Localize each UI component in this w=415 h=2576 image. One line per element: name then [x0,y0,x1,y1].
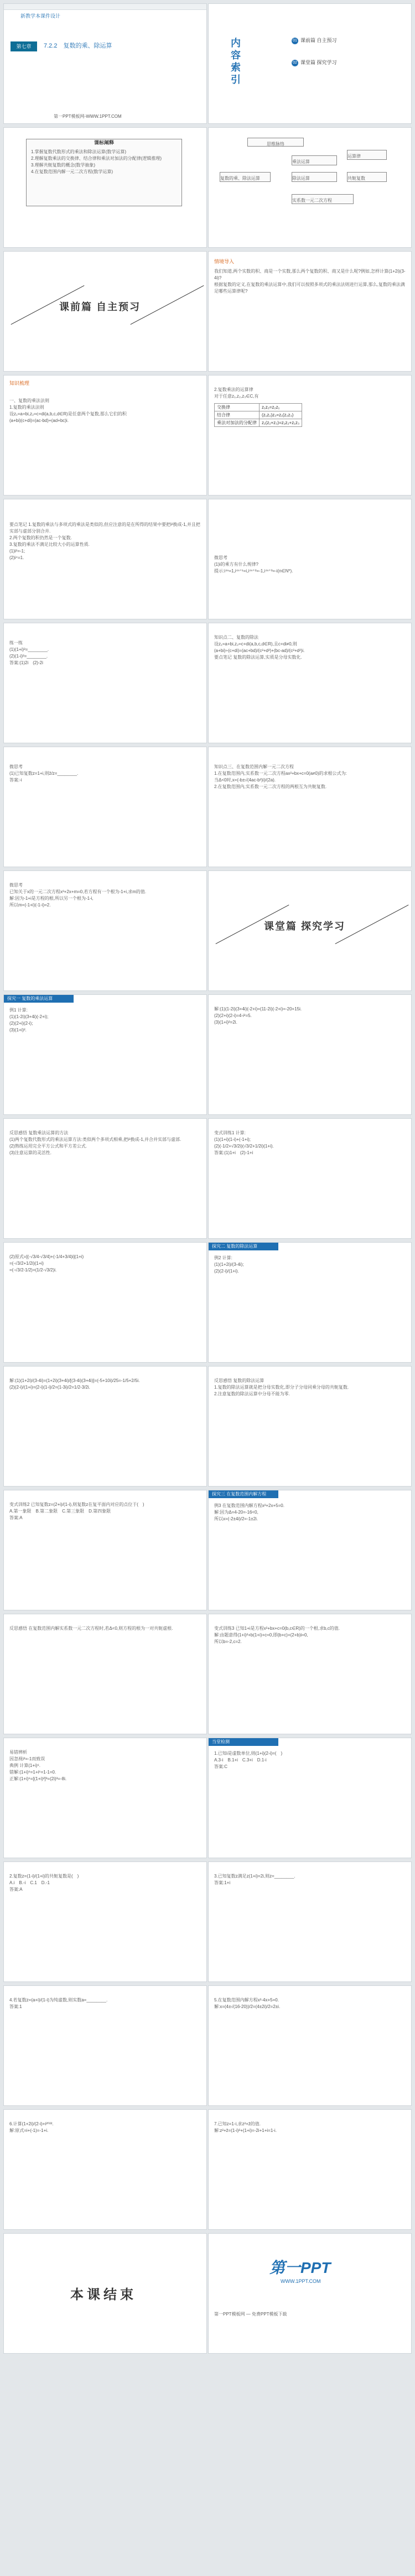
contents-item-1[interactable]: 01 课前篇 自主预习 [292,37,337,44]
explore-tab-2: 探究二 复数的除法运算 [209,1243,278,1250]
contents-item-2[interactable]: 02 课堂篇 探究学习 [292,59,337,66]
slide-ad [208,2233,412,2354]
mindmap-node-conj: 共轭复数 [347,172,387,182]
contents-title: 内容索引 [231,38,244,85]
laws-table: 交换律 z₁z₂=z₂z₁ 结合律 (z₁z₂)z₃=z₁(z₂z₃) 乘法对加法的分配律 z₁(z₂+z₃)=z₁z₂+z₁z₃ [214,403,302,427]
chapter-tag: 第七章 [11,41,37,51]
slide-header: 新教学本课件设计 [20,13,61,19]
objectives-box [26,139,182,206]
practice-text-1: 练一练 (1)(1+i)²=________. (2)(1-i)²=________. 答案:(1)2i (2)-2i [9,640,49,665]
slide-variant-3 [208,1614,412,1734]
slide-title [3,3,207,124]
brand-site[interactable]: WWW.1PPT.COM [281,2278,321,2284]
slide-notes-1 [3,499,207,619]
knowledge-tag: 知识梳理 [9,380,30,386]
check-text-6: 6.计算(1+2i)/(2-i)+i²⁰²². 解:原式=i+(-1)=-1+i. [9,2121,54,2133]
mindmap-node-div: 除法运算 [292,172,337,182]
slide-check-6 [3,2109,207,2230]
scenario-tag: 情境导入 [214,259,235,264]
knowledge-text-1: 一、复数的乘法法则 1.复数的乘法法则 设z₁=a+bi,z₂=c+di(a,b,c,d∈R)是任意两个复数,那么它们的积 (a+bi)(c+di)=(ac-bd)+(ad+bc)i. [9,398,127,423]
slide-think-2 [3,747,207,867]
slide-knowledge-3 [208,623,412,743]
mindmap-node-eq: 实系数一元二次方程 [292,194,354,204]
site-footer: 第一PPT模板网-WWW.1PPT.COM [54,114,122,119]
explore-text-1: 例1 计算: (1)(1-2i)(3+4i)(-2+i); (2)(2+i)(2-i); (3)(1+i)². [9,1008,49,1033]
slide-variant-2 [3,1490,207,1610]
knowledge-text-4: 知识点三、在复数范围内解一元二次方程 1.在复数范围内,实系数一元二次方程ax²+bx+c=0(a≠0)的求根公式为: 当Δ<0时,x=(-b±√(4ac-b²)i)/(2a). 2.在复数范围内,实系数一元二次方程的两根互为共轭复数. [214,764,347,789]
slide-reflect-2 [208,1366,412,1487]
slide-mindmap [208,127,412,248]
slide-knowledge-2 [208,375,412,496]
slide-think-3 [3,870,207,991]
slide-solution-1 [208,994,412,1115]
slide-check-3 [208,1861,412,1982]
solution-text-1: 解:(1)(1-2i)(3+4i)(-2+i)=(11-2i)(-2+i)=-20+15i. (2)(2+i)(2-i)=4-i²=5. (3)(1+i)²=2i. [214,1007,302,1025]
slide-practice-1 [3,623,207,743]
slide-knowledge-4 [208,747,412,867]
slide-knowledge-1 [3,375,207,496]
slide-solution-3 [3,1366,207,1487]
slide-explore-3 [208,1490,412,1610]
variant-text-3: 变式训练3 已知1+i是方程x²+bx+c=0(b,c∈R)的一个根,求b,c的值. 解:由题意得(1+i)²+b(1+i)+c=0,即(b+c)+(2+b)i=0, 所以b=-2,c=2. [214,1626,340,1644]
think-text-1: 微思考 (1)i的乘方有什么规律? 提示:i⁴ⁿ=1,i⁴ⁿ⁺¹=i,i⁴ⁿ⁺²=-1,i⁴ⁿ⁺³=-i(n∈N*). [214,555,293,573]
think-text-3: 微思考 已知关于x的一元二次方程x²+2x+m=0,若方程有一个根为-1+i,求m的值. 解:因为-1+i是方程的根,所以另一个根为-1-i, 所以m=(-1+i)(-1-i)=2. [9,883,147,908]
slide-objectives [3,127,207,248]
reflect-text-2: 反思感悟 复数的除法运算 1.复数的除法运算就是把分母实数化,即分子分母同乘分母的共轭复数. 2.注意复数的除法运算中分母不能为零. [214,1378,349,1396]
notes-text-1: 要点笔记 1.复数的乘法与多项式的乘法是类似的,但应注意的是在所得的结果中要把i²换成-1,并且把实部与虚部分别合并. 2.两个复数的积仍然是一个复数. 3.复数的乘法不满足比较大小的运算性质. (1)i²=-1; (2)i⁴=1. [9,522,200,560]
check-text-7: 7.已知z=1-i,求z²+z̄的值. 解:z²+z̄=(1-i)²+(1+i)=-2i+1+i=1-i. [214,2121,277,2133]
scenario-text: 我们知道,两个实数的积、商是一个实数,那么两个复数的积、商又是什么呢?例如,怎样计算(1+2i)(3-4i)? 根据复数的定义,在复数的乘法运算中,我们可以按照多项式的乘法法则进行运算,那么,复数的乘法满足哪些运算律呢? [214,269,406,294]
slide-check-4 [3,1985,207,2106]
slide-variant-1 [208,1118,412,1239]
slide-contents [208,3,412,124]
mindmap-node-laws: 运算律 [347,150,387,160]
variant-text-1: 变式训练1 计算: (1)(1+i)(1-i)+(-1+i); (2)(-1/2+√3/2i)(√3/2+1/2i)(1+i). 答案:(1)1+i (2)-1+i [214,1130,274,1155]
reflect-text-1: 反思感悟 复数乘法运算的方法 (1)两个复数代数形式的乘法运算方法:类似两个多项式相乘,把i²换成-1,并合并实部与虚部. (2)熟练运用完全平方公式和平方差公式. (3)注意运算的灵活性. [9,1130,181,1155]
mindmap-title: 思维脉络 [247,138,304,147]
slide-reflect-1 [3,1118,207,1239]
slide-section-explore [208,870,412,991]
objectives-title: 课标阐释 [94,140,114,145]
explore-tab-1: 探究一 复数的乘法运算 [4,995,74,1003]
slide-think-1 [208,499,412,619]
mindmap-node-mul: 乘法运算 [292,155,337,165]
check-text-4: 4.若复数z=(a+i)/(1-i)为纯虚数,则实数a=________. 答案:1 [9,1998,108,2009]
explore-tab-3: 探究三 在复数范围内解方程 [209,1490,278,1498]
error-text: 易错辨析 因忽视i²=-1而致误 典例 计算(1+i)⁶. 错解:(1+i)⁶=1+i⁶=1-1=0. 正解:(1+i)⁶=[(1+i)²]³=(2i)³=-8i. [9,1750,67,1781]
section-title-preview: 课前篇 自主预习 [59,301,141,312]
mindmap-node-root: 复数的乘、除法运算 [220,172,271,182]
slide-explore-1 [3,994,207,1115]
slide-section-preview [3,251,207,372]
solution-text-3: 解:(1)(1+2i)/(3-4i)=(1+2i)(3+4i)/[(3-4i)(3+4i)]=(-5+10i)/25=-1/5+2/5i. (2)(2-i)/(1+i)=(2-i)(1-i)/2=(1-3i)/2=1/2-3/2i. [9,1378,140,1390]
variant-text-2: 变式训练2 已知复数z=(2+i)/(1-i),则复数z在复平面内对应的点位于( ) A.第一象限 B.第二象限 C.第三象限 D.第四象限 答案:A [9,1502,144,1520]
explore-text-2: 例2 计算: (1)(1+2i)/(3-4i); (2)(2-i)/(1+i). [214,1255,244,1274]
think-text-2: 微思考 (1)已知复数z=1+i,则z̄/z=________. 答案:-i [9,764,79,783]
solution-text-2: (2)原式=[(-√3/4-√3/4)+(-1/4+3/4)i](1+i) =(-√3/2+1/2i)(1+i) =(-√3/2-1/2)+(1/2-√3/2)i. [9,1254,84,1273]
check-text-1: 1.已知i是虚数单位,则(1+i)(2-i)=( ) A.3-i B.1+i C.3+i D.1-i 答案:C [214,1751,283,1769]
check-text-2: 2.复数z=(1-i)/(1+i)的共轭复数是( ) A.i B.-i C.1 D.-1 答案:A [9,1874,79,1892]
slide-reflect-3 [3,1614,207,1734]
knowledge-text-2: 2.复数乘法的运算律 对于任意z₁,z₂,z₃∈C,有 [214,387,259,399]
section-title-explore: 课堂篇 探究学习 [264,921,346,932]
slide-check-1 [208,1738,412,1858]
check-text-5: 5.在复数范围内解方程x²-4x+5=0. 解:x=(4±√(16-20))/2=(4±2i)/2=2±i. [214,1998,281,2009]
slide-check-2 [3,1861,207,1982]
knowledge-text-3: 知识点二、复数的除法 设z₁=a+bi,z₂=c+di(a,b,c,d∈R),且c+di≠0,则 (a+bi)÷(c+di)=(ac+bd)/(c²+d²)+(bc-ad)/(c²+d²)i. 要点笔记 复数的除法运算,实质是分母实数化. [214,635,305,660]
slide-error-analysis [3,1738,207,1858]
objectives-text: 1.掌握复数代数形式的乘法和除法运算(数学运算) 2.理解复数乘法的交换律、结合律和乘法对加法的分配律(逻辑推理) 3.理解共轭复数的概念(数学抽象) 4.在复数范围内解一元二次方程(数学运算) [31,149,162,174]
check-tab: 当堂检测 [209,1738,278,1746]
brand-note: 第一PPT模板网 — 免费PPT模板下载 [214,2312,287,2317]
end-title: 本课结束 [70,2287,137,2302]
brand-logo: 第一PPT [269,2259,331,2276]
slide-check-5 [208,1985,412,2106]
slide-end [3,2233,207,2354]
slide-scenario [208,251,412,372]
explore-text-3: 例3 在复数范围内解方程x²+2x+5=0. 解:因为Δ=4-20=-16<0, 所以x=(-2±4i)/2=-1±2i. [214,1503,284,1521]
slide-explore-2 [208,1242,412,1363]
slide-solution-2 [3,1242,207,1363]
slide-check-7 [208,2109,412,2230]
check-text-3: 3.已知复数z满足z(1+i)=2i,则z=________. 答案:1+i [214,1874,295,1885]
lesson-title: 7.2.2 复数的乘、除运算 [44,43,112,49]
reflect-text-3: 反思感悟 在复数范围内解实系数一元二次方程时,若Δ<0,则方程的根为一对共轭虚根. [9,1626,173,1631]
